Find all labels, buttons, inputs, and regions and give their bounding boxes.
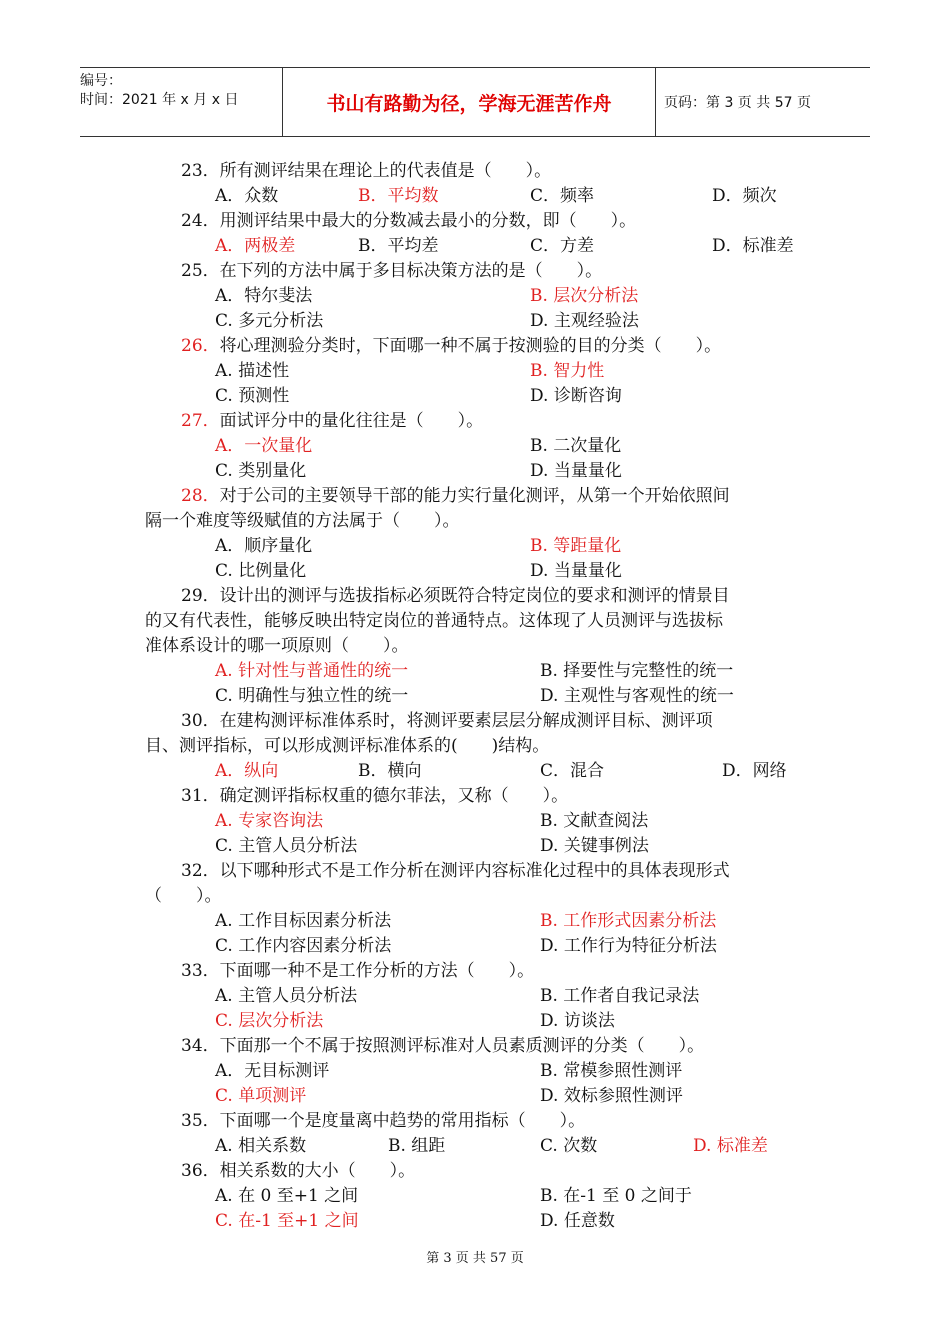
page-footer: 第 3 页 共 57 页 (426, 1251, 524, 1266)
q29-stem-cont-2: 准体系设计的哪一项原则（ ）。 (145, 636, 409, 656)
q27-option-a: A．一次量化 (215, 436, 313, 456)
q35-option-c: C. 次数 (540, 1136, 598, 1156)
q36-option-a: A. 在 0 至+1 之间 (215, 1186, 359, 1206)
q26-number: 26． (181, 336, 220, 356)
q32-option-d: D. 工作行为特征分析法 (540, 936, 717, 956)
q26-option-c: C. 预测性 (215, 386, 290, 406)
q24-option-c: C．方差 (530, 236, 595, 256)
q25-option-d: D. 主观经验法 (530, 311, 639, 331)
q34-option-a: A．无目标测评 (215, 1061, 330, 1081)
header-motto: 书山有路勤为径，学海无涯苦作舟 (282, 68, 656, 136)
q30-option-c: C．混合 (540, 761, 605, 781)
q26-option-b: B. 智力性 (530, 361, 605, 381)
q25-option-c: C. 多元分析法 (215, 311, 324, 331)
q26-stem (181, 334, 721, 358)
q25-option-a: A．特尔斐法 (215, 286, 313, 306)
q28-text: 对于公司的主要领导干部的能力实行量化测评，从第一个开始依照间 (219, 486, 730, 506)
q23-option-d: D．频次 (712, 186, 777, 206)
q33-option-c: C. 层次分析法 (215, 1011, 324, 1031)
q29-stem-cont-1: 的又有代表性，能够反映出特定岗位的普通特点。这体现了人员测评与选拔标 (145, 611, 723, 631)
q26-option-a: A. 描述性 (215, 361, 290, 381)
q33-option-b: B. 工作者自我记录法 (540, 986, 700, 1006)
serial-label: 编号： (80, 73, 122, 89)
q32-option-a: A. 工作目标因素分析法 (215, 911, 392, 931)
q27-stem (181, 409, 483, 433)
q26-option-d: D. 诊断咨询 (530, 386, 622, 406)
q35-stem: 35．下面哪一个是度量离中趋势的常用指标（ ）。 (181, 1111, 586, 1131)
q28-stem (181, 484, 730, 508)
q24-option-d: D．标准差 (712, 236, 794, 256)
q32-option-c: C. 工作内容因素分析法 (215, 936, 392, 956)
q26-text: 将心理测验分类时，下面哪一种不属于按测验的目的分类（ ）。 (219, 336, 722, 356)
q31-option-b: B. 文献查阅法 (540, 811, 649, 831)
q29-option-a: A. 针对性与普通性的统一 (215, 661, 409, 681)
q36-option-d: D. 任意数 (540, 1211, 615, 1231)
q27-text: 面试评分中的量化往往是（ ）。 (219, 411, 484, 431)
q30-option-a: A．纵向 (215, 761, 279, 781)
q31-option-d: D. 关键事例法 (540, 836, 649, 856)
q33-option-a: A. 主管人员分析法 (215, 986, 358, 1006)
q28-option-a: A．顺序量化 (215, 536, 313, 556)
q35-option-a: A. 相关系数 (215, 1136, 307, 1156)
q30-option-d: D．网络 (722, 761, 787, 781)
q36-option-b: B. 在-1 至 0 之间于 (540, 1186, 692, 1206)
q34-option-b: B. 常模参照性测评 (540, 1061, 683, 1081)
q35-option-b: B. 组距 (388, 1136, 446, 1156)
q28-option-d: D. 当量量化 (530, 561, 622, 581)
q29-option-d: D. 主观性与客观性的统一 (540, 686, 734, 706)
q25-option-b: B. 层次分析法 (530, 286, 639, 306)
header-info (80, 68, 280, 140)
q32-stem-cont: （ ）。 (145, 886, 222, 906)
q33-option-d: D. 访谈法 (540, 1011, 615, 1031)
q35-option-d: D. 标准差 (693, 1136, 768, 1156)
q23-stem: 23．所有测评结果在理论上的代表值是（ ）。 (181, 161, 552, 181)
q23-option-c: C．频率 (530, 186, 595, 206)
q25-stem: 25．在下列的方法中属于多目标决策方法的是（ ）。 (181, 261, 603, 281)
q31-stem: 31．确定测评指标权重的德尔菲法，又称（ ）。 (181, 786, 569, 806)
q32-option-b: B. 工作形式因素分析法 (540, 911, 717, 931)
q27-option-d: D. 当量量化 (530, 461, 622, 481)
q29-option-b: B. 择要性与完整性的统一 (540, 661, 734, 681)
header-page-label: 页码：第 3 页 共 57 页 (664, 95, 811, 111)
q32-stem: 32．以下哪种形式不是工作分析在测评内容标准化过程中的具体表现形式 (181, 861, 730, 881)
q34-option-c: C. 单项测评 (215, 1086, 307, 1106)
q30-stem-cont: 目、测评指标，可以形成测评标准体系的( )结构。 (145, 736, 550, 756)
q30-option-b: B．横向 (358, 761, 422, 781)
q31-option-a: A. 专家咨询法 (215, 811, 324, 831)
q29-stem: 29．设计出的测评与选拔指标必须既符合特定岗位的要求和测评的情景目 (181, 586, 730, 606)
q27-option-c: C. 类别量化 (215, 461, 307, 481)
q28-number: 28． (181, 486, 220, 506)
q34-stem: 34．下面那一个不属于按照测评标准对人员素质测评的分类（ ）。 (181, 1036, 705, 1056)
q36-option-c: C. 在-1 至+1 之间 (215, 1211, 359, 1231)
q28-option-c: C. 比例量化 (215, 561, 307, 581)
q28-stem-cont: 隔一个难度等级赋值的方法属于（ ）。 (145, 511, 460, 531)
q23-option-a: A．众数 (215, 186, 279, 206)
q28-option-b: B. 等距量化 (530, 536, 622, 556)
q31-option-c: C. 主管人员分析法 (215, 836, 358, 856)
q24-option-b: B．平均差 (358, 236, 439, 256)
time-label: 时间：2021 年 x 月 x 日 (80, 92, 239, 108)
q30-stem: 30．在建构测评标准体系时，将测评要素层层分解成测评目标、测评项 (181, 711, 713, 731)
q34-option-d: D. 效标参照性测评 (540, 1086, 683, 1106)
q24-option-a: A．两极差 (215, 236, 296, 256)
q27-option-b: B. 二次量化 (530, 436, 622, 456)
page-header (80, 67, 870, 137)
q33-stem: 33．下面哪一种不是工作分析的方法（ ）。 (181, 961, 535, 981)
q24-stem: 24．用测评结果中最大的分数减去最小的分数，即（ ）。 (181, 211, 637, 231)
q29-option-c: C. 明确性与独立性的统一 (215, 686, 409, 706)
q36-stem: 36．相关系数的大小（ ）。 (181, 1161, 416, 1181)
q27-number: 27． (181, 411, 220, 431)
q23-option-b: B．平均数 (358, 186, 439, 206)
